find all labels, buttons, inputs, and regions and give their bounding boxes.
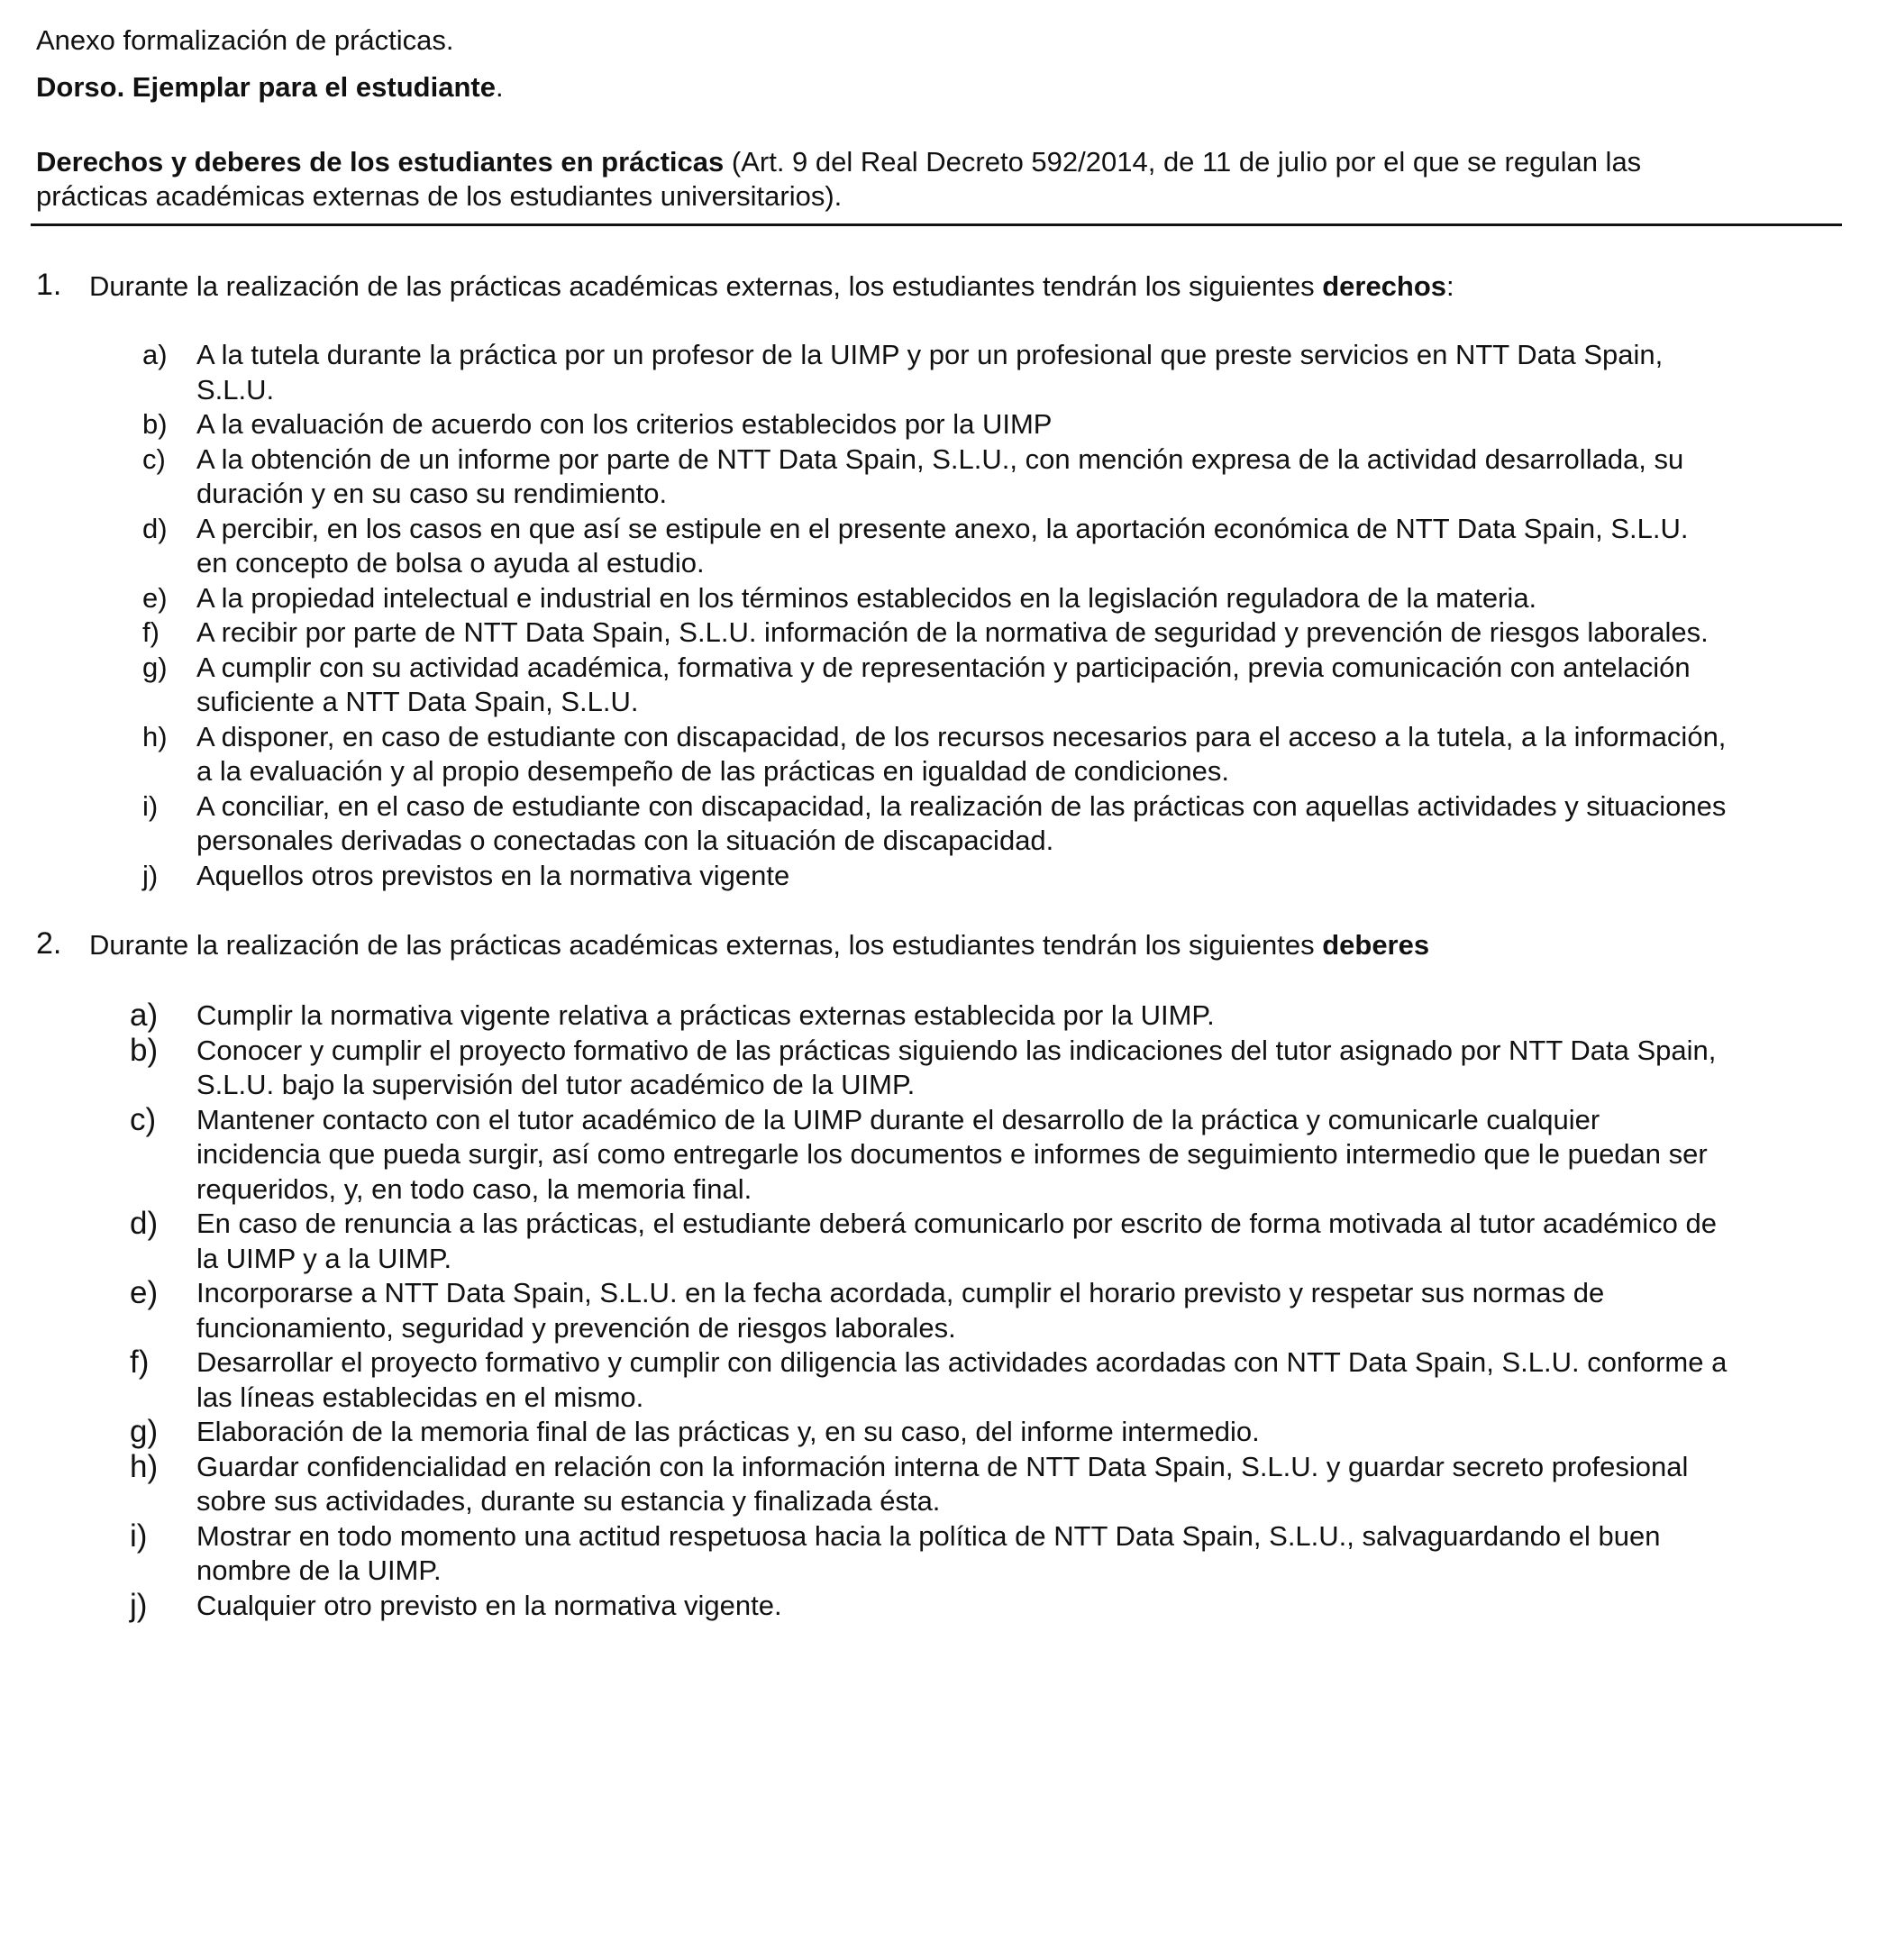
list-item xyxy=(0,998,1878,1034)
item-letter: b) xyxy=(130,1032,159,1068)
list-item xyxy=(0,407,1878,442)
item-text: Cumplir la normativa vigente relativa a prácticas externas establecida por la UIMP. xyxy=(196,999,1215,1031)
item-text: A conciliar, en el caso de estudiante con discapacidad, la realización de las prácticas con aquellas actividades y situaciones personales derivadas o conectadas con la situación de discapacidad. xyxy=(196,789,1727,856)
item-text: A la evaluación de acuerdo con los criterios establecidos por la UIMP xyxy=(196,408,1053,440)
item-letter: b) xyxy=(142,408,168,440)
section2-intro-text: Durante la realización de las prácticas académicas externas, los estudiantes tendrán los siguientes xyxy=(89,929,1323,961)
section1-intro xyxy=(89,269,1454,305)
item-text: A cumplir con su actividad académica, formativa y de representación y participación, previa comunicación con antelación suficiente a NTT Data Spain, S.L.U. xyxy=(196,651,1691,717)
item-text: Conocer y cumplir el proyecto formativo de las prácticas siguiendo las indicaciones del tutor asignado por NTT Data Spain, S.L.U. bajo la supervisión del tutor académico de la UIMP. xyxy=(196,1034,1717,1100)
list-item xyxy=(0,512,1878,581)
subject-rest-1: (Art. 9 del Real Decreto 592/2014, de 11 de julio por el que se regulan las xyxy=(724,146,1642,178)
item-letter: j) xyxy=(142,859,159,891)
duties-list xyxy=(0,998,1878,1623)
section1-keyword: derechos xyxy=(1322,270,1447,302)
list-item xyxy=(0,789,1878,859)
section1-intro-text: Durante la realización de las prácticas académicas externas, los estudiantes tendrán los siguientes xyxy=(89,270,1323,302)
section2-number: 2. xyxy=(36,926,62,961)
annex-title: Anexo formalización de prácticas. xyxy=(36,24,454,56)
item-text: A la tutela durante la práctica por un profesor de la UIMP y por un profesional que preste servicios en NTT Data Spain, S.L.U. xyxy=(196,339,1664,406)
item-letter: g) xyxy=(142,651,168,683)
list-item xyxy=(0,1103,1878,1208)
list-item xyxy=(0,581,1878,616)
list-item xyxy=(0,859,1878,894)
item-letter: e) xyxy=(142,581,168,614)
subject-title: Derechos y deberes de los estudiantes en prácticas xyxy=(36,146,725,178)
item-letter: h) xyxy=(130,1448,159,1484)
list-item xyxy=(0,338,1878,407)
section1-number: 1. xyxy=(36,268,62,302)
item-letter: e) xyxy=(130,1275,159,1310)
item-text: Mantener contacto con el tutor académico de la UIMP durante el desarrollo de la práctica y comunicarle cualquier incidencia que pueda surgir, así como entregarle los documentos e informes de seguimiento intermedio que le puedan ser requeridos, y, en todo caso, la memoria final. xyxy=(196,1103,1708,1205)
item-letter: c) xyxy=(130,1101,157,1137)
item-text: Aquellos otros previstos en la normativa vigente xyxy=(196,859,790,891)
item-text: Elaboración de la memoria final de las prácticas y, en su caso, del informe intermedio. xyxy=(196,1416,1260,1447)
item-letter: i) xyxy=(142,789,159,822)
item-text: Mostrar en todo momento una actitud respetuosa hacia la política de NTT Data Spain, S.L.U., salvaguardando el buen nombre de la UIMP. xyxy=(196,1519,1661,1586)
subject-line-2: prácticas académicas externas de los estudiantes universitarios). xyxy=(36,180,843,212)
list-item xyxy=(0,442,1878,512)
list-item xyxy=(0,1034,1878,1103)
item-letter: a) xyxy=(130,998,159,1033)
list-item xyxy=(0,1450,1878,1519)
list-item xyxy=(0,1589,1878,1624)
list-item xyxy=(0,720,1878,789)
item-letter: f) xyxy=(142,616,160,648)
item-letter: j) xyxy=(130,1587,148,1623)
item-letter: a) xyxy=(142,339,168,370)
list-item xyxy=(0,1345,1878,1415)
item-text: A disponer, en caso de estudiante con discapacidad, de los recursos necesarios para el acceso a la tutela, a la información, a la evaluación y al propio desempeño de las prácticas en igualdad de condiciones. xyxy=(196,720,1727,787)
item-letter: h) xyxy=(142,720,168,752)
item-text: Desarrollar el proyecto formativo y cumplir con diligencia las actividades acordadas con NTT Data Spain, S.L.U. conforme a las líneas establecidas en el mismo. xyxy=(196,1346,1728,1413)
list-item xyxy=(0,1415,1878,1450)
list-item xyxy=(0,615,1878,651)
item-letter: i) xyxy=(130,1518,148,1554)
rights-list xyxy=(0,338,1878,893)
item-text: Cualquier otro previsto en la normativa vigente. xyxy=(196,1589,782,1621)
item-text: Incorporarse a NTT Data Spain, S.L.U. en la fecha acordada, cumplir el horario previsto y respetar sus normas de funcionamiento, seguridad y prevención de riesgos laborales. xyxy=(196,1277,1605,1344)
item-text: En caso de renuncia a las prácticas, el estudiante deberá comunicarlo por escrito de forma motivada al tutor académico de la UIMP y a la UIMP. xyxy=(196,1208,1717,1274)
item-text: A la propiedad intelectual e industrial en los términos establecidos en la legislación reguladora de la materia. xyxy=(196,581,1537,614)
dorso-label: Dorso. Ejemplar para el estudiante xyxy=(36,71,496,103)
item-text: Guardar confidencialidad en relación con la información interna de NTT Data Spain, S.L.U. y guardar secreto profesional sobre sus actividades, durante su estancia y finalizada ésta. xyxy=(196,1450,1689,1517)
list-item xyxy=(0,1519,1878,1589)
dorso-line xyxy=(36,70,504,105)
dorso-period: . xyxy=(495,71,504,103)
item-text: A percibir, en los casos en que así se estipule en el presente anexo, la aportación económica de NTT Data Spain, S.L.U. en concepto de bolsa o ayuda al estudio. xyxy=(196,512,1689,579)
item-text: A la obtención de un informe por parte de NTT Data Spain, S.L.U., con mención expresa de la actividad desarrollada, su duración y en su caso su rendimiento. xyxy=(196,442,1684,509)
section1-suffix: : xyxy=(1446,270,1454,302)
item-letter: d) xyxy=(142,512,168,544)
section2-keyword: deberes xyxy=(1322,929,1430,961)
item-letter: c) xyxy=(142,442,166,475)
horizontal-divider xyxy=(31,223,1842,226)
item-letter: f) xyxy=(130,1345,150,1380)
section2-intro xyxy=(89,927,1429,963)
list-item xyxy=(0,1207,1878,1276)
list-item xyxy=(0,1276,1878,1345)
item-letter: d) xyxy=(130,1206,159,1241)
item-letter: g) xyxy=(130,1414,159,1449)
item-text: A recibir por parte de NTT Data Spain, S.L.U. información de la normativa de seguridad y prevención de riesgos laborales. xyxy=(196,616,1709,648)
subject-line-1 xyxy=(36,145,1641,179)
list-item xyxy=(0,651,1878,720)
